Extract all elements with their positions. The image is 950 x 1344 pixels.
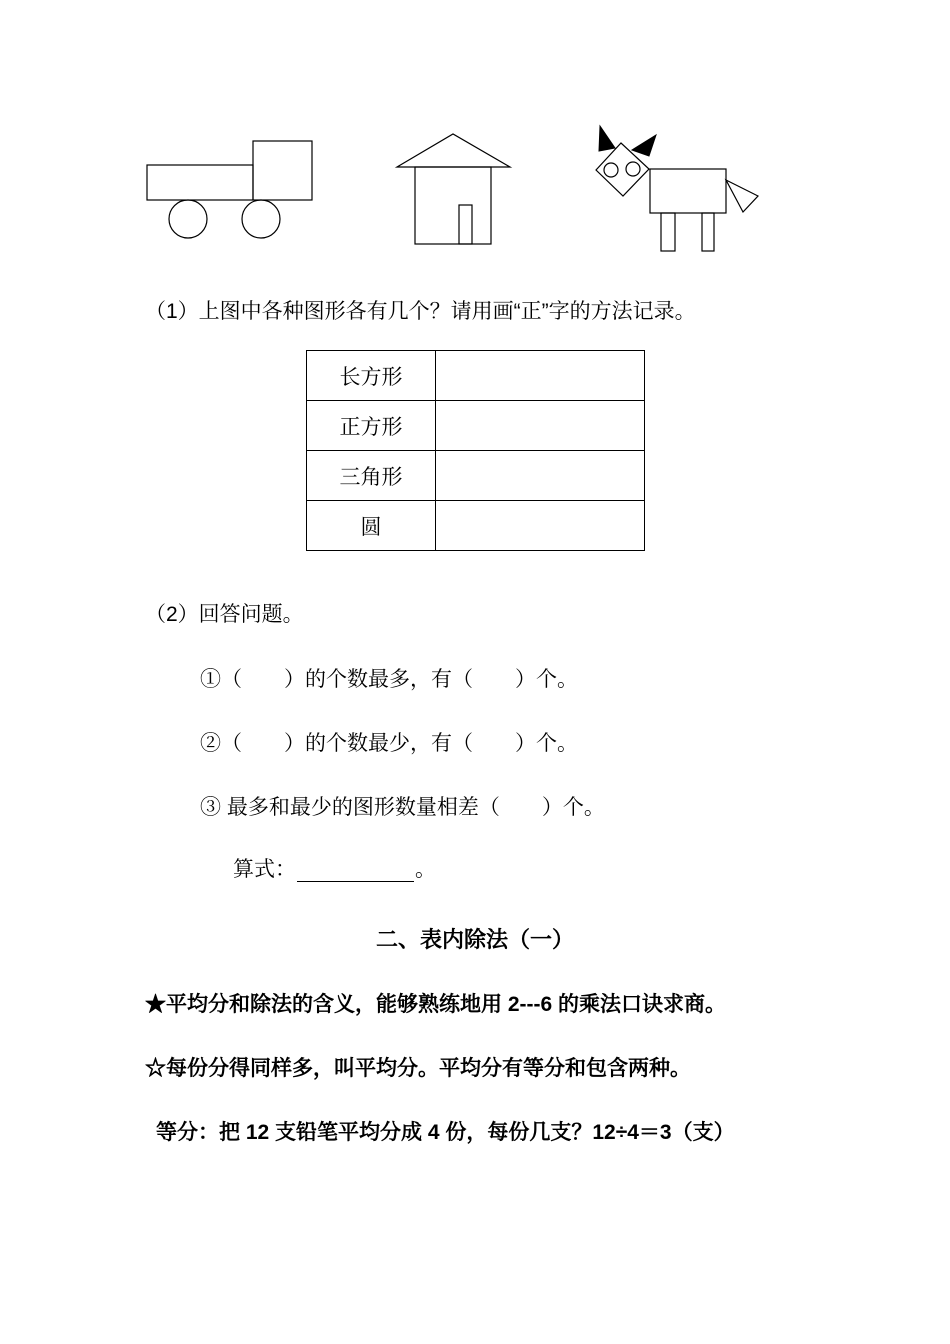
formula-line xyxy=(233,858,436,882)
tally-cell-triangle xyxy=(436,451,645,501)
animal-front-leg-rectangle xyxy=(661,213,675,251)
tally-cell-square xyxy=(436,401,645,451)
animal-tail-triangle xyxy=(726,180,758,212)
formula-blank xyxy=(297,859,414,882)
section-point-example: 等分：把 12 支铅笔平均分成 4 份，每份几支？12÷4＝3（支） xyxy=(156,1121,735,1144)
house-body-rectangle xyxy=(415,167,491,244)
truck-figure xyxy=(147,141,312,238)
house-figure xyxy=(397,134,510,244)
house-door-rectangle xyxy=(459,205,472,244)
tally-table xyxy=(306,350,645,551)
animal-right-eye-circle xyxy=(626,162,640,176)
question1-prompt: （1）上图中各种图形各有几个？请用画“正”字的方法记录。 xyxy=(145,300,696,323)
animal-right-ear-triangle xyxy=(632,135,656,156)
table-row xyxy=(307,351,645,401)
tally-cell-rectangle xyxy=(436,351,645,401)
shape-label-rectangle: 长方形 xyxy=(307,351,436,401)
truck-cab-square xyxy=(253,141,312,200)
question2-item-most: ①（ ）的个数最多，有（ ）个。 xyxy=(200,668,578,691)
section-title: 二、表内除法（一） xyxy=(375,927,574,952)
question2-prompt: （2）回答问题。 xyxy=(145,603,304,626)
section-point-definition: ☆每份分得同样多，叫平均分。平均分有等分和包含两种。 xyxy=(145,1057,691,1080)
animal-body-rectangle xyxy=(650,169,726,213)
house-roof-triangle xyxy=(397,134,510,167)
table-row xyxy=(307,401,645,451)
animal-left-ear-triangle xyxy=(599,126,615,151)
truck-bed-rectangle xyxy=(147,165,253,200)
question2-item-difference: ③ 最多和最少的图形数量相差（ ）个。 xyxy=(200,796,605,819)
formula-label: 算式： xyxy=(233,858,296,881)
section-point-goal: ★平均分和除法的含义，能够熟练地用 2---6 的乘法口诀求商。 xyxy=(145,993,727,1016)
question2-item-least: ②（ ）的个数最少，有（ ）个。 xyxy=(200,732,578,755)
truck-wheel-left-circle xyxy=(169,200,207,238)
animal-figure xyxy=(596,126,758,251)
animal-back-leg-rectangle xyxy=(702,213,714,251)
shape-label-square: 正方形 xyxy=(307,401,436,451)
animal-left-eye-circle xyxy=(604,163,618,177)
formula-end: 。 xyxy=(415,858,436,881)
truck-wheel-right-circle xyxy=(242,200,280,238)
table-row xyxy=(307,501,645,551)
tally-cell-circle xyxy=(436,501,645,551)
shape-label-triangle: 三角形 xyxy=(307,451,436,501)
table-row xyxy=(307,451,645,501)
shape-figures xyxy=(0,0,950,280)
shape-label-circle: 圆 xyxy=(307,501,436,551)
